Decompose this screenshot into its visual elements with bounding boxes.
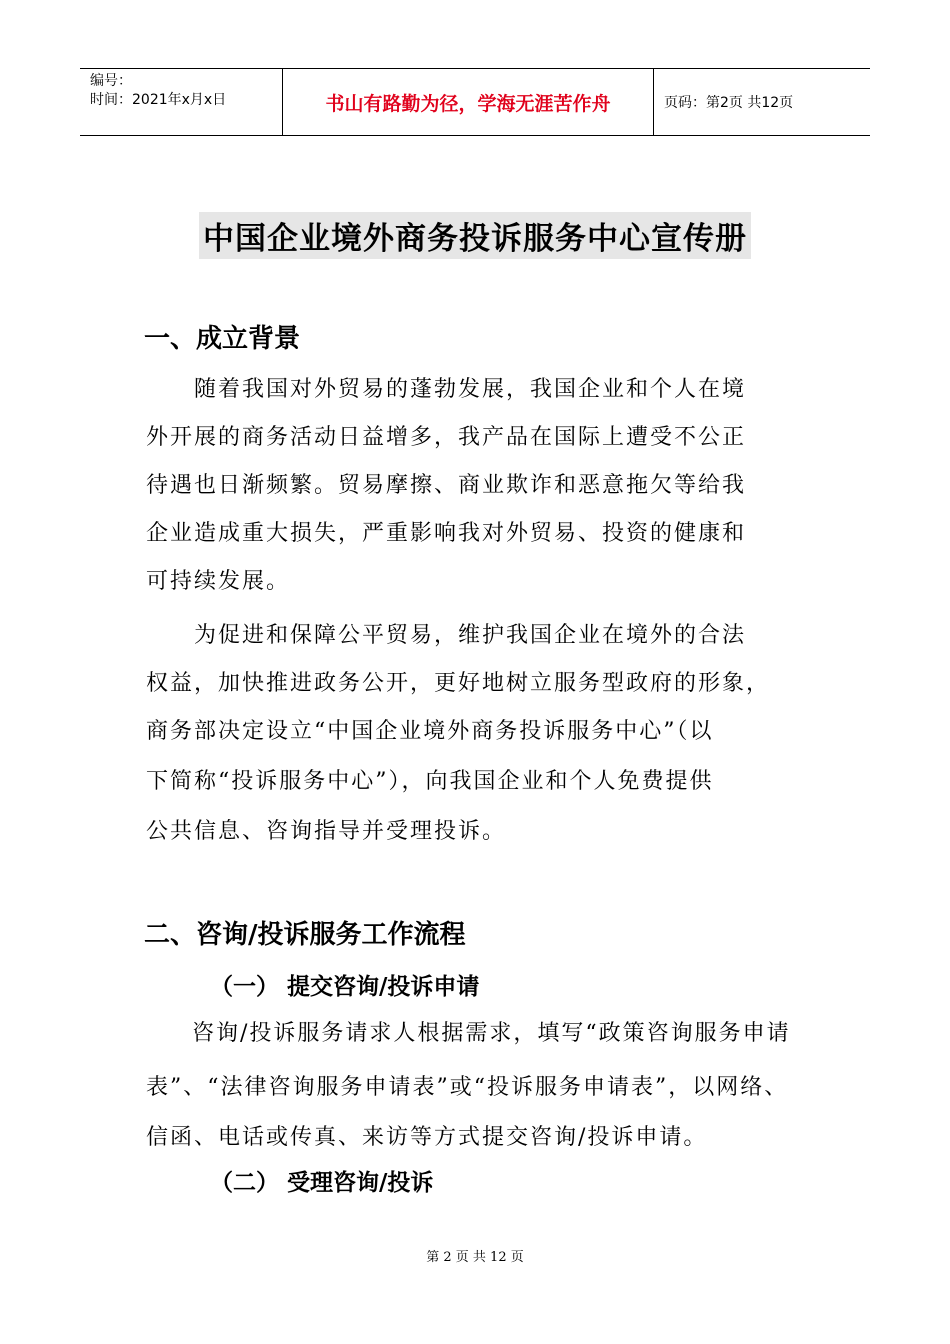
paragraph-line: 咨询/投诉服务请求人根据需求，填写“政策咨询服务申请: [168, 1021, 791, 1046]
paragraph-line: 表”、“法律咨询服务申请表”或“投诉服务申请表”，以网络、: [146, 1075, 789, 1100]
paragraph-line: 公共信息、咨询指导并受理投诉。: [146, 819, 507, 844]
document-number-label: 编号：: [90, 73, 132, 89]
header-motto: 书山有路勤为径，学海无涯苦作舟: [282, 69, 654, 135]
paragraph-line: 权益，加快推进政务公开，更好地树立服务型政府的形象，: [146, 671, 771, 696]
header-page-label: 页码：第2页 共12页: [664, 95, 794, 111]
paragraph-line: 信函、电话或传真、来访等方式提交咨询/投诉申请。: [146, 1125, 708, 1150]
section-heading-background: 一、成立背景: [144, 324, 301, 354]
paragraph-line: 外开展的商务活动日益增多，我产品在国际上遭受不公正: [146, 425, 747, 450]
paragraph-line: 企业造成重大损失，严重影响我对外贸易、投资的健康和: [146, 521, 747, 546]
subheading-submit-request: （一） 提交咨询/投诉申请: [210, 974, 480, 1000]
paragraph-line: 可持续发展。: [146, 569, 291, 594]
paragraph-line: 待遇也日渐频繁。贸易摩擦、商业欺诈和恶意拖欠等给我: [146, 473, 747, 498]
document-title: 中国企业境外商务投诉服务中心宣传册: [199, 212, 751, 259]
section-heading-workflow: 二、咨询/投诉服务工作流程: [144, 920, 466, 950]
document-date-label: 时间：2021年x月x日: [90, 92, 227, 108]
paragraph-line: 为促进和保障公平贸易，维护我国企业在境外的合法: [146, 623, 747, 648]
paragraph-line: 随着我国对外贸易的蓬勃发展，我国企业和个人在境: [146, 377, 747, 402]
document-title-wrap: [0, 212, 950, 259]
paragraph-line: 商务部决定设立“中国企业境外商务投诉服务中心”（以: [146, 719, 714, 744]
subheading-accept-request: （二） 受理咨询/投诉: [210, 1170, 434, 1196]
page-footer: 第 2 页 共 12 页: [426, 1250, 524, 1265]
page-header-table: [80, 68, 870, 136]
header-meta-cell: [80, 69, 282, 135]
paragraph-line: 下简称“投诉服务中心”），向我国企业和个人免费提供: [146, 769, 714, 794]
